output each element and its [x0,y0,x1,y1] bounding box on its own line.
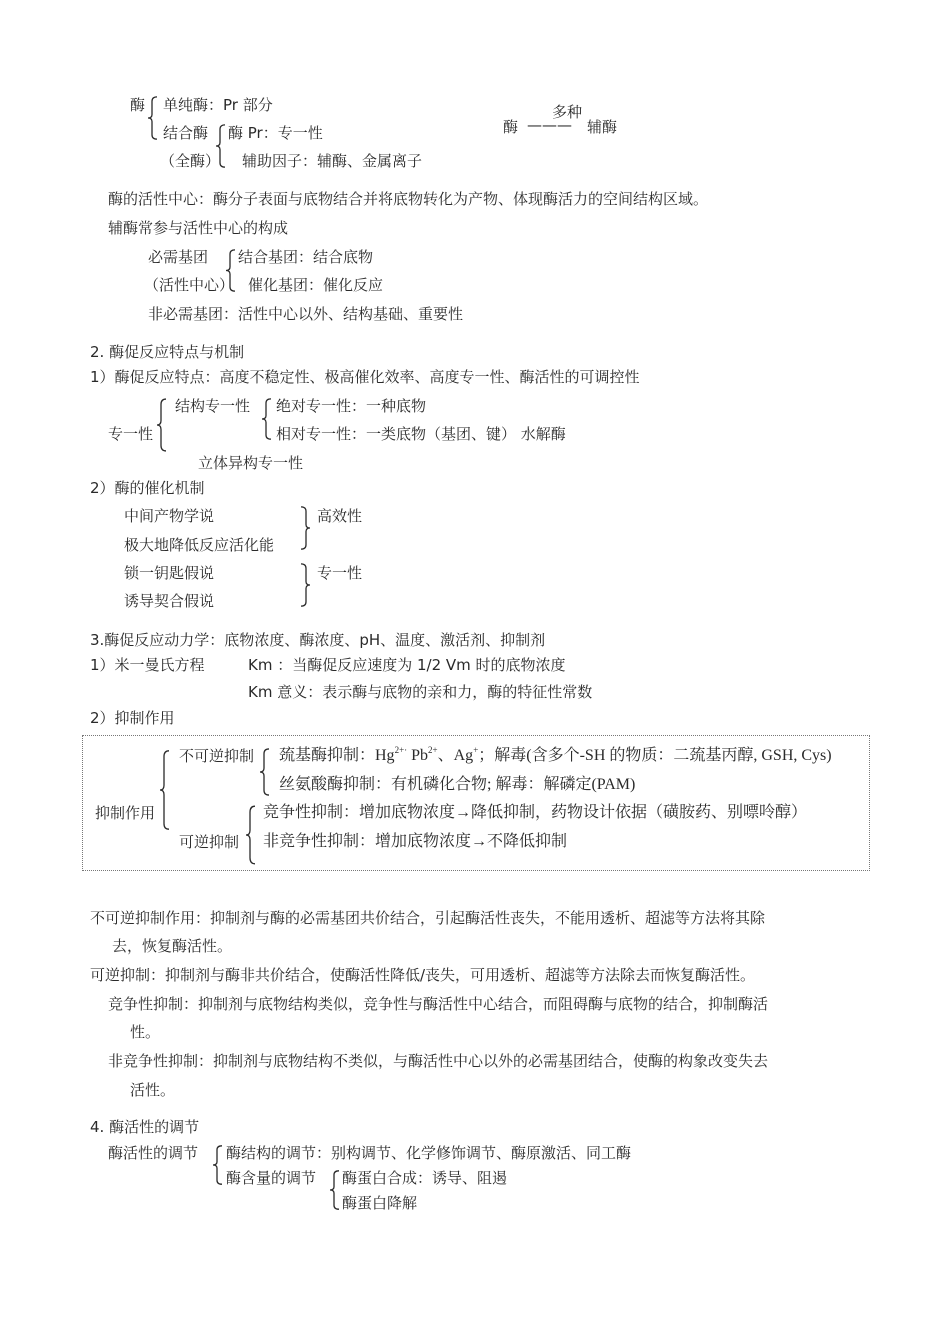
mechanism-item: 极大地降低反应活化能 [124,536,275,554]
noncompetitive-inhibition: 非竞争性抑制：增加底物浓度→不降低抑制 [263,833,568,850]
structural-specificity: 结构专一性 [175,397,251,415]
section-4-heading: 4. 酶活性的调节 [90,1118,200,1136]
enzyme-label: 酶 [130,96,146,114]
apoenzyme: 酶 Pr：专一性 [228,124,323,142]
brace-icon [157,398,167,452]
protein-synthesis: 酶蛋白合成：诱导、阻遏 [342,1169,508,1187]
michaelis-menten: 1）米一曼氏方程 [90,656,205,674]
multi-label: 多种 [552,103,583,121]
brace-icon [330,1170,340,1210]
brace-icon [160,750,170,830]
specificity: 专一性 [108,425,154,443]
brace-icon [246,805,256,865]
mechanism-item: 锁一钥匙假说 [124,564,215,582]
inhibition-heading: 2）抑制作用 [90,709,175,727]
specificity-label: 专一性 [317,564,363,582]
sulfhydryl-inhibition [279,747,832,765]
text: 巯基酶抑制：Hg [279,747,395,764]
text: 、Ag [437,747,474,764]
text: Pb [407,747,429,764]
efficiency-label: 高效性 [317,507,363,525]
protein-degradation: 酶蛋白降解 [342,1194,418,1212]
catalytic-group: 催化基团：催化反应 [248,276,384,294]
nonessential-groups: 非必需基团：活性中心以外、结构基础、重要性 [148,305,464,323]
brace-icon [260,748,270,796]
holoenzyme: （全酶） [160,152,221,170]
relative-specificity: 相对专一性：一类底物（基团、键） 水解酶 [276,425,566,443]
active-center-def: 酶的活性中心：酶分子表面与底物结合并将底物转化为产物、体现酶活力的空间结构区域。 [108,190,709,208]
brace-icon [226,249,236,292]
serine-inhibition: 丝氨酸酶抑制：有机磷化合物; 解毒：解磷定(PAM) [279,776,636,793]
competitive-inhibition: 竞争性抑制：增加底物浓度→降低抑制，药物设计依据（磺胺药、别嘌呤醇） [263,804,808,821]
relation-coenzyme: 辅酶 [587,118,618,136]
noncompetitive-definition-cont: 活性。 [130,1081,176,1099]
brace-icon [216,124,226,168]
competitive-definition: 竞争性抑制：抑制剂与底物结构类似，竞争性与酶活性中心结合，而阻碍酶与底物的结合，抑制酶活 [108,995,769,1013]
inhibition-root: 抑制作用 [95,804,156,822]
text: ；解毒(含多个-SH 的物质：二巯基丙醇, GSH, Cys) [478,747,832,764]
section-3-heading: 3.酶促反应动力学：底物浓度、酶浓度、pH、温度、激活剂、抑制剂 [90,631,546,649]
irreversible-label: 不可逆抑制 [179,747,255,765]
structure-regulation: 酶结构的调节：别构调节、化学修饰调节、酶原激活、同工酶 [226,1144,632,1162]
relation-dash: ——— [527,116,572,134]
mechanism-heading: 2）酶的催化机制 [90,479,205,497]
reversible-label: 可逆抑制 [179,833,240,851]
absolute-specificity: 绝对专一性：一种底物 [276,397,427,415]
section-2-heading: 2. 酶促反应特点与机制 [90,343,245,361]
mechanism-item: 诱导契合假说 [124,592,215,610]
brace-icon [262,398,272,440]
competitive-definition-cont: 性。 [130,1023,161,1041]
km-definition: Km ：当酶促反应速度为 1/2 Vm 时的底物浓度 [248,656,566,674]
irreversible-definition: 不可逆抑制作用：抑制剂与酶的必需基团共价结合，引起酶活性丧失，不能用透析、超滤等方法将其除 [90,909,766,927]
reversible-definition: 可逆抑制：抑制剂与酶非共价结合，使酶活性降低/丧失，可用透析、超滤等方法除去而恢复酶活性。 [90,966,756,984]
right-brace-icon [300,506,310,550]
right-brace-icon [300,563,310,607]
amount-regulation: 酶含量的调节 [226,1169,317,1187]
mechanism-item: 中间产物学说 [124,507,215,525]
coenzyme-note: 辅酶常参与活性中心的构成 [108,219,289,237]
relation-enzyme: 酶 [503,118,519,136]
conjugated-enzyme: 结合酶 [163,124,209,142]
regulation-root: 酶活性的调节 [108,1144,199,1162]
superscript: + [473,745,479,755]
brace-icon [213,1145,223,1185]
irreversible-definition-cont: 去，恢复酶活性。 [112,937,233,955]
km-meaning: Km 意义：表示酶与底物的亲和力，酶的特征性常数 [248,683,593,701]
binding-group: 结合基团：结合底物 [238,248,374,266]
essential-groups: 必需基团 [148,248,209,266]
cofactor: 辅助因子：辅酶、金属离子 [242,152,423,170]
simple-enzyme: 单纯酶：Pr 部分 [163,96,273,114]
features: 1）酶促反应特点：高度不稳定性、极高催化效率、高度专一性、酶活性的可调控性 [90,368,640,386]
brace-icon [148,96,158,140]
superscript: 2+· [394,745,408,755]
superscript: 2+ [428,745,438,755]
essential-groups-sub: （活性中心） [144,276,235,294]
stereo-specificity: 立体异构专一性 [198,454,304,472]
noncompetitive-definition: 非竞争性抑制：抑制剂与底物结构不类似，与酶活性中心以外的必需基团结合，使酶的构象改变失去 [108,1052,769,1070]
